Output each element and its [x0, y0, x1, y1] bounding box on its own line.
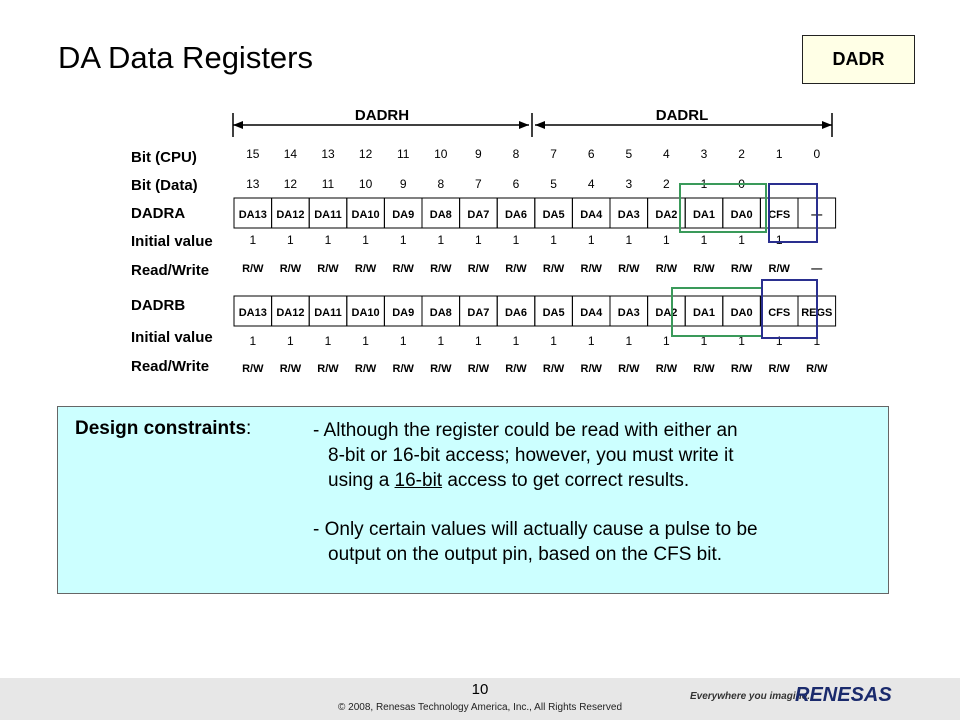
renesas-logo: RENESAS [795, 684, 892, 706]
dadrb-initial-value: 1 [475, 334, 482, 348]
dadrb-cell-label: REGS [801, 307, 833, 319]
dadra-initial-value: 1 [550, 233, 557, 247]
dadrb-initial-value: 1 [287, 334, 294, 348]
dadrb-cell-label: DA10 [351, 307, 380, 319]
constraint-1-line-3-pre: using a [328, 470, 395, 491]
dadrb-rw-value: R/W [467, 363, 490, 375]
dadrb-initial-value: 1 [700, 334, 708, 348]
dadrb-rw-value: R/W [354, 363, 377, 375]
dadra-rw-value: R/W [392, 263, 414, 275]
dadrb-initial-value: 1 [324, 334, 332, 348]
dadra-rw-value: R/W [505, 263, 527, 275]
dadrb-cell-label: DA9 [392, 307, 415, 319]
bit-data-11: 11 [321, 177, 335, 191]
bit-data-9: 9 [399, 177, 407, 191]
dadrb-cell-label: DA1 [692, 307, 716, 319]
dadrb-cell-label: DA0 [730, 307, 753, 319]
dadra-rw-value: R/W [655, 263, 678, 275]
row-label-dadrb: DADRB [131, 297, 186, 314]
dadrb-cell-label: DA7 [467, 307, 490, 319]
dadrb-rw-value: R/W [580, 363, 602, 375]
bit-cpu-2: 2 [738, 147, 745, 161]
bit-data-2: 2 [663, 177, 670, 191]
dadrb-cell-label: DA4 [580, 307, 603, 319]
bit-cpu-9: 9 [475, 147, 482, 161]
dadrb-rw-value: R/W [392, 363, 414, 375]
dadra-initial-value: 1 [287, 233, 294, 247]
dadra-cell-label: DA8 [429, 209, 452, 221]
constraint-2-line-2: output on the output pin, based on the CFS bit. [328, 544, 722, 565]
slide-title: DA Data Registers [58, 40, 313, 75]
constraint-16bit-underlined: 16-bit [394, 470, 443, 491]
dadra-initial-value: 1 [587, 233, 595, 247]
dadra-rw-value: R/W [467, 263, 490, 275]
row-label-dadra: DADRA [131, 205, 186, 222]
dadrb-rw-value: R/W [655, 363, 678, 375]
dadra-cell-label: DA7 [467, 209, 490, 221]
dadrb-rw-value: R/W [430, 363, 452, 375]
dadra-cell-label: DA10 [351, 209, 380, 221]
dadra-initial-value: 1 [512, 233, 520, 247]
dadrb-rw-value: R/W [806, 363, 828, 375]
dadra-cell-label: DA3 [617, 209, 640, 221]
constraint-item-2 [313, 517, 758, 567]
dadra-rw-value: R/W [242, 263, 264, 275]
dadra-rw-value: R/W [730, 263, 753, 275]
dadra-rw-value: R/W [768, 263, 790, 275]
row-label-bit-cpu: Bit (CPU) [131, 149, 197, 166]
dadra-cell-label: DA4 [580, 209, 603, 221]
dadrb-cell-label: DA5 [542, 307, 565, 319]
row-label-initial-a: Initial value [131, 233, 213, 250]
dadrb-cell-label: DA12 [276, 307, 305, 319]
bit-data-4: 4 [587, 177, 595, 191]
bit-cpu-4: 4 [663, 147, 670, 161]
dadrb-rw-value: R/W [279, 363, 302, 375]
dadra-cell-label: DA12 [276, 209, 305, 221]
constraint-1-line-2: 8-bit or 16-bit access; however, you must write it [328, 445, 734, 466]
company-slogan: Everywhere you imagine. [690, 691, 811, 702]
dadrb-rw-value: R/W [693, 363, 715, 375]
register-grid [234, 147, 836, 375]
dadrb-rw-value: R/W [242, 363, 264, 375]
dadra-cell-label: DA11 [314, 209, 342, 221]
dadra-rw-value: R/W [618, 263, 640, 275]
bit-data-10: 10 [358, 177, 373, 191]
bit-cpu-10: 10 [434, 147, 448, 161]
dadra-initial-value: 1 [324, 233, 332, 247]
dadra-cell-label: DA6 [504, 209, 528, 221]
dadra-initial-value: 1 [399, 233, 407, 247]
constraint-1-line-1: - Although the register could be read with either an [313, 420, 738, 441]
dadrl-label: DADRL [655, 107, 709, 124]
bit-data-12: 12 [283, 177, 298, 191]
bit-cpu-14: 14 [283, 147, 298, 161]
dadrb-rw-value: R/W [618, 363, 640, 375]
bit-cpu-0: 0 [813, 147, 821, 161]
dadra-initial-value: 1 [437, 233, 445, 247]
dadrb-cell-label: DA8 [429, 307, 452, 319]
dadrb-rw-value: R/W [505, 363, 527, 375]
bit-cpu-15: 15 [246, 147, 260, 161]
bit-data-5: 5 [550, 177, 557, 191]
dadrb-initial-value: 1 [362, 334, 369, 348]
bit-cpu-13: 13 [321, 147, 335, 161]
dadra-initial-value: 1 [625, 233, 633, 247]
bit-cpu-11: 11 [396, 147, 410, 161]
dadrb-cell-label: DA6 [504, 307, 528, 319]
bit-cpu-5: 5 [625, 147, 633, 161]
bit-data-7: 7 [475, 177, 482, 191]
dadra-rw-value: R/W [693, 263, 715, 275]
bit-data-0: 0 [738, 177, 745, 191]
row-label-bit-data: Bit (Data) [131, 177, 198, 194]
dadra-initial-value: 1 [738, 233, 745, 247]
dadrh-label: DADRH [354, 107, 410, 124]
constraint-2-line-1: - Only certain values will actually cause a pulse to be [313, 519, 758, 540]
constraint-1-line-3 [313, 468, 738, 493]
dadra-rw-value: R/W [354, 263, 377, 275]
bit-data-3: 3 [625, 177, 633, 191]
dadrb-initial-value: 1 [663, 334, 670, 348]
dadra-cell-label: DA5 [542, 209, 565, 221]
dadra-rw-value: R/W [580, 263, 602, 275]
dadra-cell-label: DA9 [392, 209, 415, 221]
dadrb-initial-value: 1 [437, 334, 445, 348]
dadrb-initial-value: 1 [249, 334, 257, 348]
dadrb-initial-value: 1 [399, 334, 407, 348]
dadra-rw-value: R/W [317, 263, 339, 275]
dadra-initial-value: 1 [663, 233, 670, 247]
bit-data-6: 6 [512, 177, 520, 191]
row-label-initial-b: Initial value [131, 329, 213, 346]
dadrb-rw-value: R/W [730, 363, 753, 375]
dadrb-cell-label: CFS [768, 307, 791, 319]
dadrb-cell-label: DA3 [617, 307, 640, 319]
dadra-cell-label: DA13 [238, 209, 267, 221]
row-label-rw-a: Read/Write [131, 262, 210, 279]
dadrb-initial-value: 1 [550, 334, 557, 348]
dadrb-rw-value: R/W [542, 363, 565, 375]
dadra-rw-value: R/W [542, 263, 565, 275]
bit-cpu-7: 7 [550, 147, 557, 161]
dadrb-cell-label: DA11 [314, 307, 342, 319]
dadra-cell-label: DA2 [655, 209, 678, 221]
bit-data-1: 1 [700, 177, 708, 191]
dadrb-initial-value: 1 [512, 334, 520, 348]
dadrb-rw-value: R/W [768, 363, 790, 375]
dadrb-rw-value: R/W [317, 363, 339, 375]
register-tag-box: DADR [802, 35, 915, 84]
bit-cpu-1: 1 [775, 147, 783, 161]
dadra-initial-value: 1 [362, 233, 369, 247]
dadra-initial-value: 1 [775, 233, 783, 247]
dadrb-initial-value: 1 [587, 334, 595, 348]
dadra-initial-value: 1 [700, 233, 708, 247]
design-constraints-label [75, 418, 251, 440]
dadra-rw-value: R/W [430, 263, 452, 275]
dadra-initial-value: 1 [249, 233, 257, 247]
dadra-cell-label: DA1 [692, 209, 716, 221]
bit-data-13: 13 [246, 177, 260, 191]
dadrb-initial-value: 1 [775, 334, 783, 348]
constraints-colon: : [246, 418, 252, 439]
bit-cpu-6: 6 [587, 147, 595, 161]
bit-data-8: 8 [437, 177, 445, 191]
constraint-item-1 [313, 418, 738, 493]
dadrb-cell-label: DA13 [238, 307, 267, 319]
dadrb-initial-value: 1 [813, 334, 821, 348]
dadra-rw-value: — [811, 263, 823, 275]
constraints-label-text: Design constraints [75, 418, 247, 439]
page-number: 10 [471, 681, 489, 698]
dadra-cell-label: — [811, 209, 823, 221]
dadrb-cell-label: DA2 [655, 307, 678, 319]
bit-cpu-12: 12 [358, 147, 373, 161]
dadra-cell-label: DA0 [730, 209, 753, 221]
dadra-rw-value: R/W [279, 263, 302, 275]
dadrb-initial-value: 1 [625, 334, 633, 348]
row-label-rw-b: Read/Write [131, 358, 210, 375]
dadrb-initial-value: 1 [738, 334, 745, 348]
constraint-1-line-3-post: access to get correct results. [442, 470, 690, 491]
bit-cpu-3: 3 [700, 147, 708, 161]
dadra-cell-label: CFS [768, 209, 791, 221]
copyright-text: © 2008, Renesas Technology America, Inc., All Rights Reserved [338, 702, 622, 713]
dadra-initial-value: 1 [475, 233, 482, 247]
register-header-brackets [233, 107, 832, 137]
bit-cpu-8: 8 [512, 147, 520, 161]
